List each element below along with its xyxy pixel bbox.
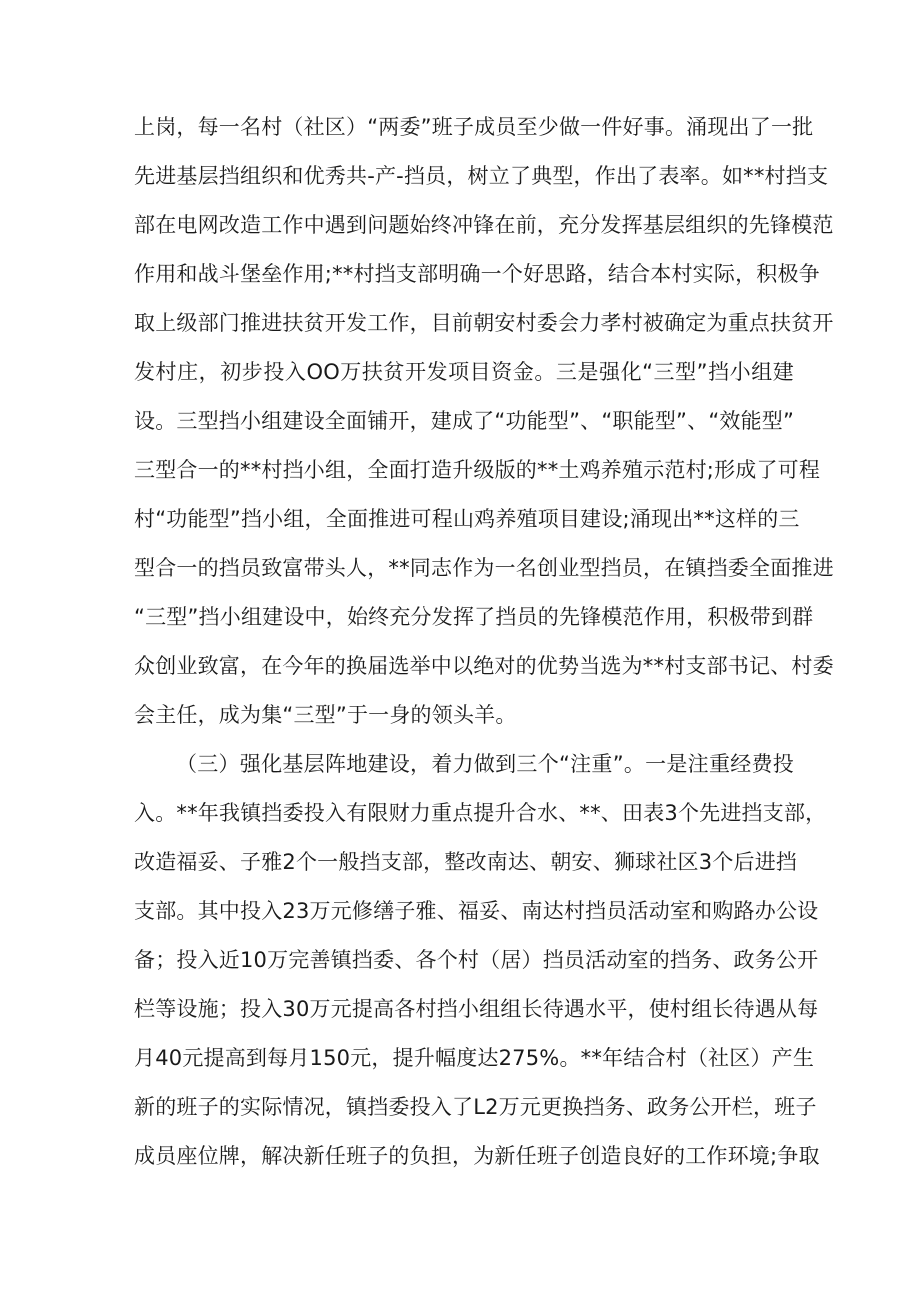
text-line: 入。**年我镇挡委投入有限财力重点提升合水、**、田表3个先进挡支部， (134, 801, 827, 825)
text-line: 部在电网改造工作中遇到问题始终冲锋在前，充分发挥基层组织的先锋模范 (134, 213, 834, 237)
text-line: 改造福妥、子雅2个一般挡支部，整改南达、朝安、狮球社区3个后进挡 (134, 850, 798, 874)
text-line: 支部。其中投入23万元修缮子雅、福妥、南达村挡员活动室和购路办公设 (134, 899, 819, 923)
text-line: 型合一的挡员致富带头人，**同志作为一名创业型挡员，在镇挡委全面推进 (134, 556, 834, 580)
text-line: 设。三型挡小组建设全面铺开，建成了“功能型”、“职能型”、“效能型” (134, 409, 795, 433)
text-line: 取上级部门推进扶贫开发工作，目前朝安村委会力孝村被确定为重点扶贫开 (134, 311, 834, 335)
text-line: 村“功能型”挡小组，全面推进可程山鸡养殖项目建设;涌现出**这样的三 (134, 507, 800, 531)
text-line: 备；投入近10万完善镇挡委、各个村（居）挡员活动室的挡务、政务公开 (134, 948, 819, 972)
text-line: 会主任，成为集“三型”于一身的领头羊。 (134, 703, 517, 727)
text-line: 三型合一的**村挡小组，全面打造升级版的**土鸡养殖示范村;形成了可程 (134, 458, 821, 482)
text-line: 众创业致富，在今年的换届选举中以绝对的优势当选为**村支部书记、村委 (134, 654, 834, 678)
text-line: 成员座位牌，解决新任班子的负担，为新任班子创造良好的工作环境;争取 (134, 1144, 820, 1168)
text-line: 新的班子的实际情况，镇挡委投入了L2万元更换挡务、政务公开栏，班子 (134, 1095, 817, 1119)
text-line: 发村庄，初步投入OO万扶贫开发项目资金。三是强化“三型”挡小组建 (134, 360, 794, 384)
text-line: 月40元提高到每月150元，提升幅度达275%。**年结合村（社区）产生 (134, 1046, 815, 1070)
text-line: 上岗，每一名村（社区）“两委”班子成员至少做一件好事。涌现出了一批 (134, 115, 814, 139)
text-line: 作用和战斗堡垒作用;**村挡支部明确一个好思路，结合本村实际，积极争 (134, 262, 820, 286)
text-line: “三型”挡小组建设中，始终充分发挥了挡员的先锋模范作用，积极带到群 (134, 605, 814, 629)
section-heading-line: （三）强化基层阵地建设，着力做到三个“注重”。一是注重经费投 (176, 752, 794, 776)
text-line: 栏等设施；投入30万元提高各村挡小组组长待遇水平，使村组长待遇从每 (134, 997, 819, 1021)
text-line: 先进基层挡组织和优秀共-产-挡员，树立了典型，作出了表率。如**村挡支 (134, 164, 829, 188)
